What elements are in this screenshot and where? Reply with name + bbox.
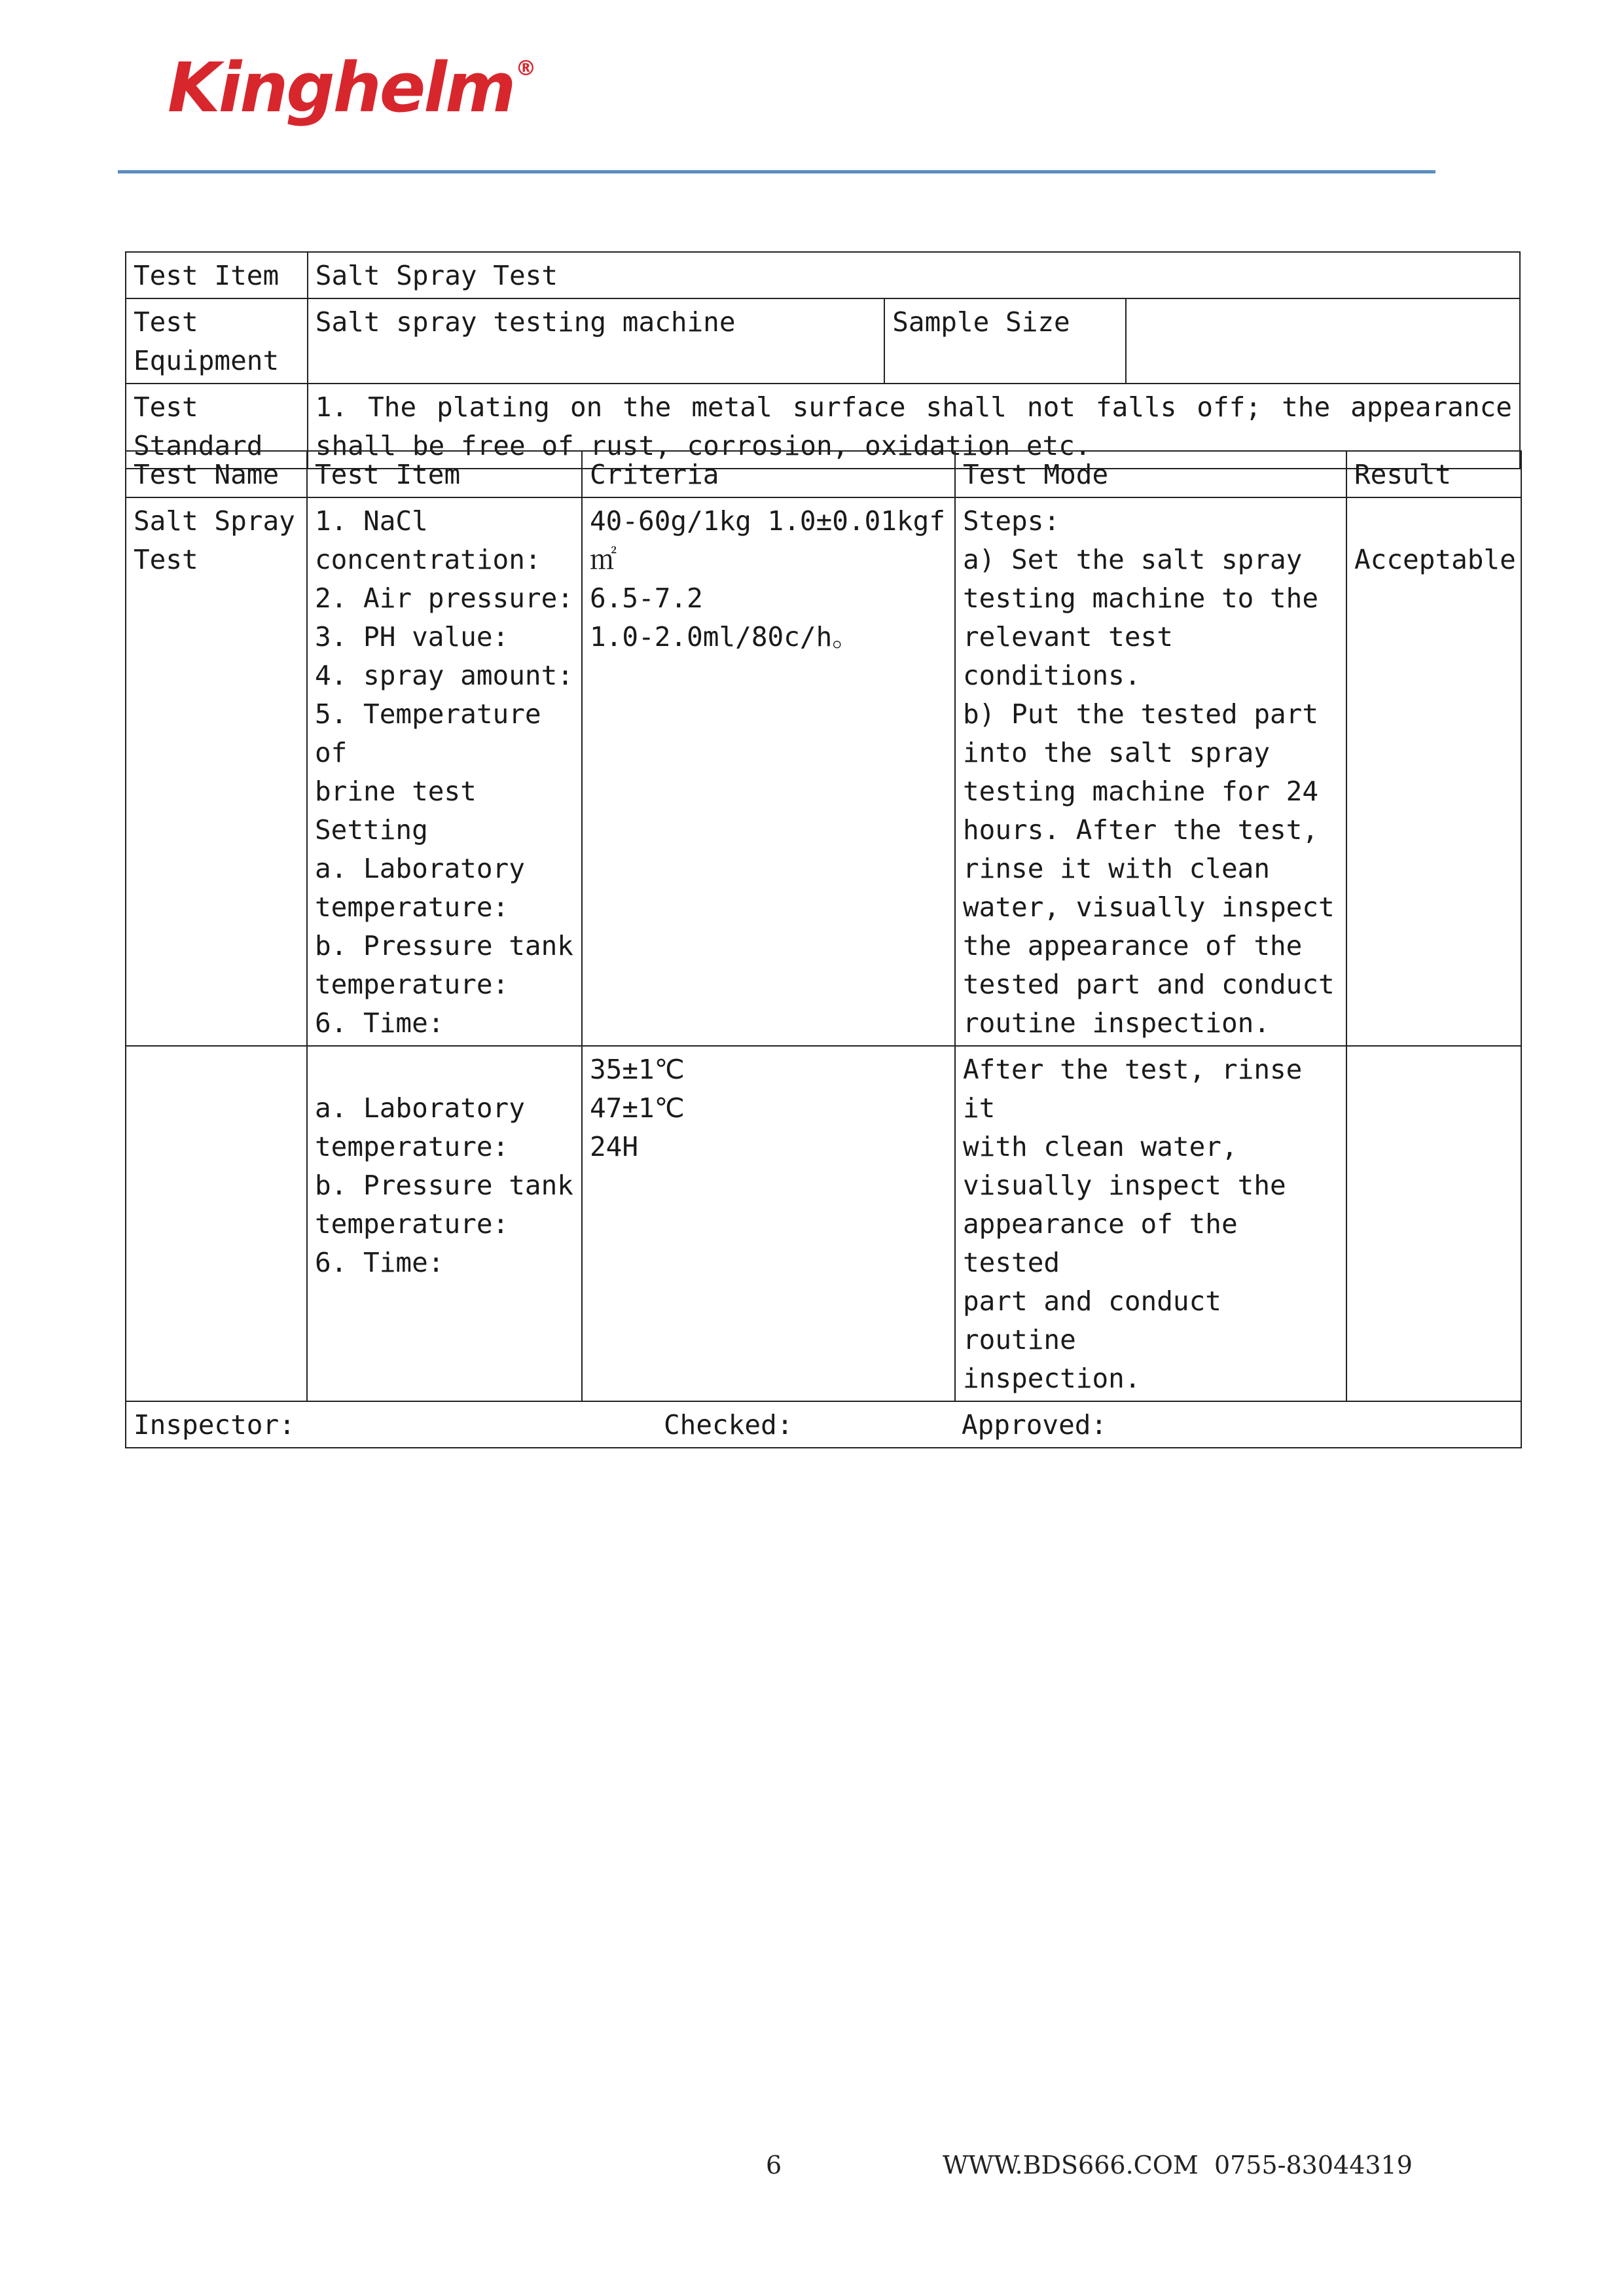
header-criteria: Criteria	[582, 451, 955, 497]
header-test-mode: Test Mode	[955, 451, 1346, 497]
test-name-cell: Salt Spray Test	[126, 497, 307, 1046]
criteria-cell: 35±1℃ 47±1℃ 24H	[582, 1046, 955, 1401]
test-details-table	[125, 450, 1522, 1448]
result-cell: Acceptable	[1346, 497, 1521, 1046]
checked-label: Checked:	[664, 1409, 793, 1441]
equipment-value: Salt spray testing machine	[308, 298, 884, 384]
header-test-item: Test Item	[307, 451, 582, 497]
test-name-cell	[126, 1046, 307, 1401]
standard-label: Test Standard	[126, 384, 308, 469]
kinghelm-logo: Kinghelm®	[168, 48, 535, 128]
test-item-label: Test Item	[126, 252, 308, 298]
signoff-row	[126, 1401, 1521, 1448]
test-item-cell: 1. NaCl concentration: 2. Air pressure: 3. PH value: 4. spray amount: 5. Temperature of brine test Setting a. Laboratory temperature: b. Pressure tank temperature: 6. Time:	[307, 497, 582, 1046]
table-row	[126, 497, 1521, 1046]
test-mode-cell: Steps: a) Set the salt spray testing machine to the relevant test conditions. b) Put the tested part into the salt spray testing machine for 24 hours. After the test, rinse it with clean water, visually inspect the appearance of the tested part and conduct routine inspection.	[955, 497, 1346, 1046]
header-rule	[118, 170, 1435, 173]
test-spec-table	[125, 251, 1521, 469]
registered-mark: ®	[515, 56, 535, 81]
column-header-row	[126, 451, 1521, 497]
row-test-item	[126, 252, 1520, 298]
sample-size-label: Sample Size	[884, 298, 1126, 384]
test-mode-cell: After the test, rinse it with clean water, visually inspect the appearance of the tested part and conduct routine inspection.	[955, 1046, 1346, 1401]
equipment-label: Test Equipment	[126, 298, 308, 384]
page-number: 6	[766, 2151, 782, 2179]
approved-label: Approved:	[962, 1409, 1108, 1441]
result-cell	[1346, 1046, 1521, 1401]
sample-size-value	[1126, 298, 1520, 384]
header-result: Result	[1346, 451, 1521, 497]
criteria-cell: 40-60g/1kg 1.0±0.01kgf ㎡ 6.5-7.2 1.0-2.0ml/80c/h。	[582, 497, 955, 1046]
inspector-label: Inspector:	[134, 1409, 295, 1441]
footer-contact: WWW.BDS666.COM 0755-83044319	[943, 2151, 1413, 2179]
table-row	[126, 1046, 1521, 1401]
row-test-equipment	[126, 298, 1520, 384]
test-item-cell: a. Laboratory temperature: b. Pressure tank temperature: 6. Time:	[307, 1046, 582, 1401]
test-item-value: Salt Spray Test	[308, 252, 1520, 298]
signoff-cell	[126, 1401, 1521, 1448]
header-test-name: Test Name	[126, 451, 307, 497]
standard-value: 1. The plating on the metal surface shall not falls off; the appearance shall be free of rust, corrosion, oxidation etc.	[308, 384, 1520, 469]
